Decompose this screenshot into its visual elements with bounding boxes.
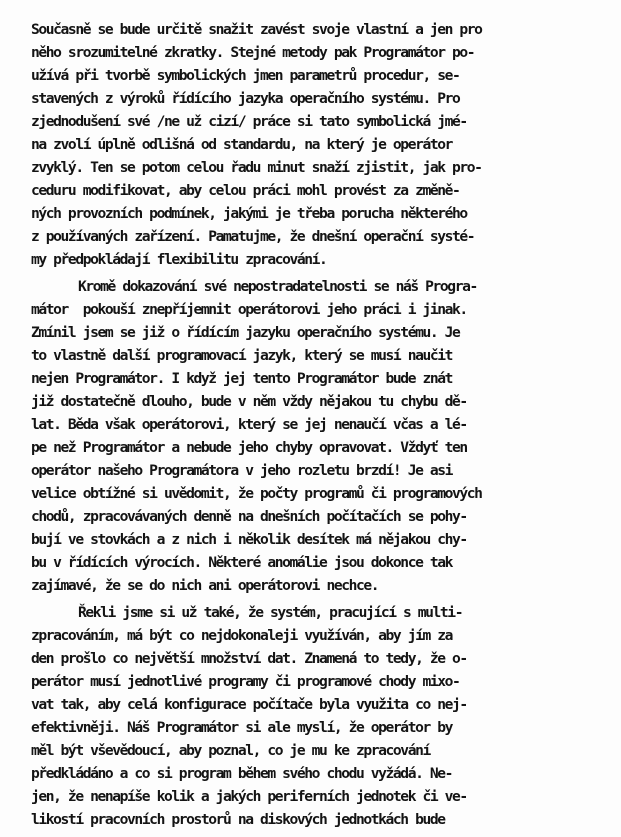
- text-line: již dostatečně dlouho, bude v něm vždy nějakou tu chybu dě-: [31, 393, 467, 410]
- text-line: velice obtížné si uvědomit, že počty programů či programových: [31, 485, 482, 502]
- text-line: ceduru modifikovat, aby celou práci mohl provést za změně-: [31, 182, 460, 199]
- text-line: vat tak, aby celá konfigurace počítače byla využita co nej-: [31, 696, 467, 713]
- text-line: na zvolí úplně odlišná od standardu, na který je operátor: [31, 136, 453, 153]
- text-line: bují ve stovkách a z nich i několik desítek má nějakou chy-: [31, 531, 467, 548]
- text-line: pe než Programátor a nebude jeho chyby opravovat. Vždyť ten: [31, 439, 467, 456]
- text-line: něho srozumitelné zkratky. Stejné metody pak Programátor po-: [31, 44, 475, 61]
- text-line: zajímavé, že se do nich ani operátorovi nechce.: [31, 577, 379, 594]
- text-line: Současně se bude určitě snažit zavést svoje vlastní a jen pro: [31, 21, 482, 38]
- text-line: předkládáno a co si program během svého chodu vyžádá. Ne-: [31, 765, 453, 782]
- text-line: užívá při tvorbě symbolických jmen parametrů procedur, se-: [31, 67, 460, 84]
- text-line: zpracováním, má být co nejdokonaleji využíván, aby jím za: [31, 627, 453, 644]
- text-line: mátor pokouší znepříjemnit operátorovi jeho práci i jinak.: [31, 301, 467, 318]
- text-line: jen, že nenapíše kolik a jakých periferních jednotek či ve-: [31, 788, 467, 805]
- text-line: Zmínil jsem se již o řídícím jazyku operačního systému. Je: [31, 324, 460, 341]
- text-line: operátor našeho Programátora v jeho rozletu brzdí! Je asi: [31, 462, 453, 479]
- text-line: měl být vševědoucí, aby poznal, co je mu ke zpracování: [31, 742, 430, 759]
- text-line: den prošlo co největší množství dat. Znamená to tedy, že o-: [31, 650, 467, 667]
- text-line: my předpokládají flexibilitu zpracování.: [31, 251, 327, 268]
- paragraph-first-line: Kromě dokazování své nepostradatelnosti se náš Progra-: [78, 278, 477, 295]
- paragraph-first-line: Řekli jsme si už také, že systém, pracující s multi-: [78, 604, 463, 621]
- text-line: chodů, zpracovávaných denně na dnešních počítačích se pohy-: [31, 508, 467, 525]
- text-line: nejen Programátor. I když jej tento Programátor bude znát: [31, 370, 453, 387]
- text-line: likostí pracovních prostorů na diskových jednotkách bude: [31, 811, 445, 828]
- text-line: perátor musí jednotlivé programy či programové chody mixo-: [31, 673, 460, 690]
- text-line: lat. Běda však operátorovi, který se jej nenaučí včas a lé-: [31, 416, 467, 433]
- text-line: z používaných zařízení. Pamatujme, že dnešní operační systé-: [31, 228, 475, 245]
- text-line: to vlastně další programovací jazyk, který se musí naučit: [31, 347, 453, 364]
- text-line: zjednodušení své /ne už cizí/ práce si tato symbolická jmé-: [31, 113, 467, 130]
- text-line: zvyklý. Ten se potom celou řadu minut snaží zjistit, jak pro-: [31, 159, 482, 176]
- text-line: efektivněji. Náš Programátor si ale myslí, že operátor by: [31, 719, 453, 736]
- text-line: ných provozních podmínek, jakými je třeba porucha některého: [31, 205, 467, 222]
- text-line: stavených z výroků řídícího jazyka operačního systému. Pro: [31, 90, 460, 107]
- text-line: bu v řídících výrocích. Některé anomálie jsou dokonce tak: [31, 554, 453, 571]
